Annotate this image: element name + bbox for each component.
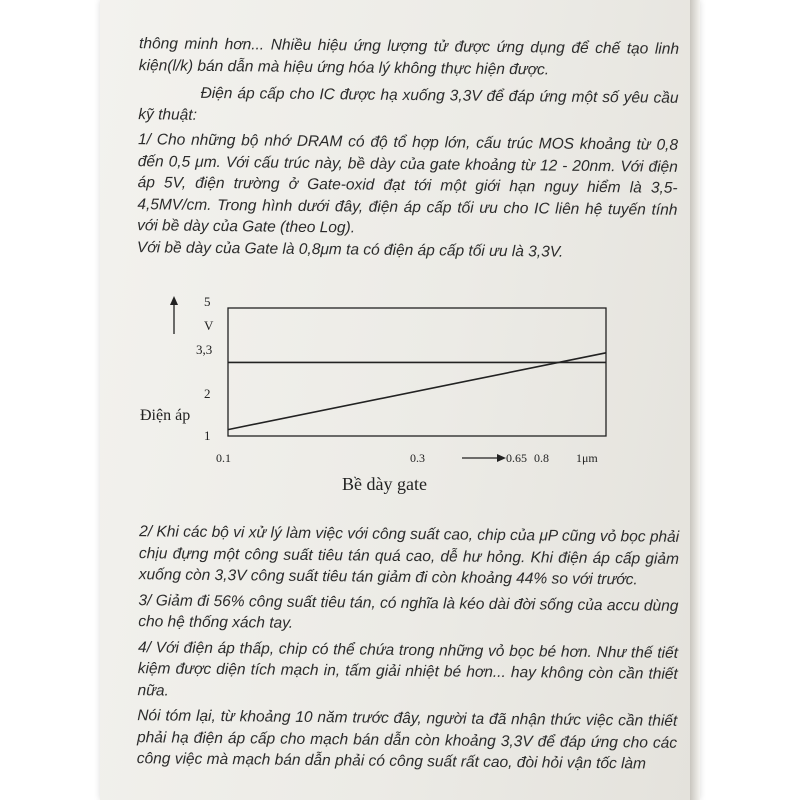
series-optimal-voltage-line [228, 353, 606, 430]
y-tick-1: 1 [204, 428, 211, 443]
y-tick-2: 2 [204, 386, 211, 401]
paragraph-summary: Nói tóm lại, từ khoảng 10 năm trước đây, người ta đã nhận thức việc cần thiết phải hạ điện áp cấp cho mạch bán dẫn còn khoảng 3,3V để đáp ứng cho các công việc mà mạch bán dẫn phải có công suất rất cao, đòi hỏi vận tốc làm [136, 707, 678, 773]
x-tick-1um: 1μm [576, 451, 598, 465]
y-axis-arrow-head [170, 296, 178, 305]
paragraph-gate-thickness: Với bề dày của Gate là 0,8μm ta có điện áp cấp tối ưu là 3,3V. [136, 238, 564, 261]
paragraph-item-4: 4/ Với điện áp thấp, chip có thể chứa trong những vỏ bọc bé hơn. Như thế tiết kiệm được diện tích mạch in, tấm giải nhiệt bé hơn... hay không còn cần thiết nữa. [137, 638, 679, 699]
bottom-text [137, 521, 680, 775]
y-tick-3-3: 3,3 [196, 342, 213, 357]
voltage-chart [134, 290, 674, 500]
paragraph-voltage: Điện áp cấp cho IC được hạ xuống 3,3V để đáp ứng một số yêu cầu kỹ thuật: [138, 84, 679, 124]
y-tick-unit: V [204, 318, 214, 333]
page-edge [690, 0, 700, 800]
x-axis-label: Bề dày gate [342, 474, 427, 494]
plot-frame [228, 308, 606, 436]
y-tick-5: 5 [204, 294, 211, 309]
paragraph-item-1: 1/ Cho những bộ nhớ DRAM có độ tổ hợp lớn, cấu trúc MOS khoảng từ 0,8 đến 0,5 μm. Với cấu trúc này, bề dày của gate khoảng từ 12 - 20nm. Với điện áp 5V, điện trường ở Gate-oxid đạt tới một giới hạn nguy hiểm là 3,5-4,5MV/cm. Trong hình dưới đây, điện áp cấp tối ưu cho IC liên hệ tuyến tính với bề dày của Gate (theo Log). [137, 131, 679, 237]
x-arrow-head [497, 454, 506, 462]
paragraph-intro: thông minh hơn... Nhiều hiệu ứng lượng tử được ứng dụng để chế tạo linh kiện(l/k) bán dẫn mà hiệu ứng hóa lý không thực hiện được. [138, 35, 680, 78]
paragraph-item-2: 2/ Khi các bộ vi xử lý làm việc với công suất cao, chip của μP cũng vỏ bọc phải chịu đựng một công suất tiêu tán quá cao, dễ hư hỏng. Khi điện áp cấp giảm xuống còn 3,3V công suất tiêu tán giảm đi còn khoảng 44% so với trước. [138, 523, 680, 589]
y-axis-label: Điện áp [140, 407, 191, 424]
x-tick-0-8: 0.8 [534, 451, 549, 465]
paragraph-item-3: 3/ Giảm đi 56% công suất tiêu tán, có nghĩa là kéo dài đời sống của accu dùng cho hệ thống xách tay. [138, 591, 679, 632]
x-tick-0-3: 0.3 [410, 451, 425, 465]
book-page [100, 0, 700, 800]
x-tick-0-1: 0.1 [216, 451, 231, 465]
x-tick-0-65: 0.65 [506, 451, 527, 465]
top-text [137, 33, 679, 264]
chart-svg [134, 290, 674, 500]
